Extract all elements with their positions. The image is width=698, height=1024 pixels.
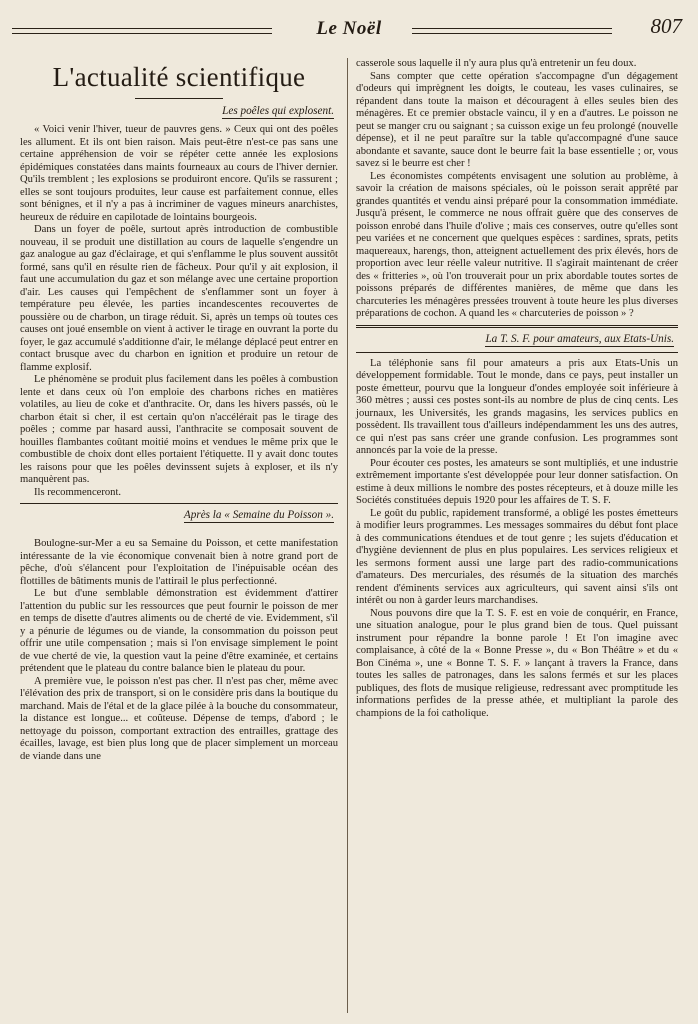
column-divider: [347, 58, 348, 1013]
spacer: [20, 528, 338, 538]
paragraph: La téléphonie sans fil pour amateurs a pris aux Etats-Unis un développement formidable. Tout le monde, dans ce pays, peut installer un poste émetteur, pourvu que la longueur d'ondes employée soit inférieure à 360 mètres ; aussi ces postes sont-ils au nombre de plus de cinq cents. Les journaux, les Universités, les grands magasins, les services publics en possèdent. Ils travaillent tous d'ailleurs indépendamment les uns des autres, ce qui n'est pas sans créer une grande confusion. Les programmes sont annoncés par la voie de la presse.: [356, 357, 678, 456]
section-heading-poeles: [20, 105, 338, 118]
paragraph: A première vue, le poisson n'est pas cher. Il n'est pas cher, même avec l'élévation des prix de transport, si on le considère pris dans la boutique du marchand. Mais de l'étal et de la glace pilée à la bouche du consommateur, la distance est longue... et coûteuse. Dépense de temps, d'abord ; le nettoyage du poisson, comportant extraction des entrailles, grattage des écailles, lavage, est bien plus long que de placer simplement un morceau de viande dans une: [20, 675, 338, 762]
left-column: [20, 58, 338, 763]
page-header: [12, 10, 686, 50]
paragraph: Le but d'une semblable démonstration est évidemment d'attirer l'attention du public sur les ressources que peut fournir le poisson de mer en temps de disette d'autres aliments ou de cherté de vie. Evidemment, s'il y a pénurie de légumes ou de viande, la consommation du poisson peut offrir une utile compensation ; mais si l'on envisage simplement le point de vue cherté de vie, la question vaut la peine d'être examinée, et certains prétendent que le plateau du contre balance bien le plateau du pour.: [20, 588, 338, 674]
section-heading-text: La T. S. F. pour amateurs, aux Etats-Unis.: [485, 332, 674, 345]
running-title: Le Noël: [316, 18, 382, 39]
page-number: 807: [650, 14, 682, 38]
section-rule: [356, 325, 678, 328]
section-heading-text: Les poêles qui explosent.: [222, 105, 334, 117]
paragraph: Pour écouter ces postes, les amateurs se sont multipliés, et une industrie extrêmement importante s'est développée pour leur donner satisfaction. On estime à deux millions le nombre des postes récepteurs, et à douze mille les Sociétés constituées depuis 1920 pour les affaires de T. S. F.: [356, 457, 678, 506]
section-heading-tsf: [356, 333, 678, 346]
paragraph: Nous pouvons dire que la T. S. F. est en voie de conquérir, en France, une situation analogue, pour le plus grand bien de tous. Quel puissant instrument pour répandre la bonne parole ! Et l'on imagine avec complaisance, à côté de la « Bonne Presse », du « Bon Théâtre » et du « Bon Cinéma », une « Bonne T. S. F. » lançant à travers la France, dans toutes les salles de patronages, dans les salons fermés et sur les places publiques, des flots de musique religieuse, redressant avec promptitude les informations perfides de la presse athée, et multipliant la parole des champions de la foi catholique.: [356, 607, 678, 719]
right-column: [356, 58, 678, 720]
paragraph: Boulogne-sur-Mer a eu sa Semaine du Poisson, et cette manifestation intéressante de la vie économique convenait bien à notre grand port de pêche, d'où s'élancent pour l'exploitation de l'inépuisable océan des flottilles de bâtiments munis de l'attirail le plus perfectionné.: [20, 538, 338, 587]
paragraph: « Voici venir l'hiver, tueur de pauvres gens. » Ceux qui ont des poêles les allument. Et ils ont bien raison. Mais peut-être n'est-ce pas sans une certaine appréhension de voir se répéter cette année les explosions épidémiques constatées dans maints fourneaux au cours de l'hiver dernier. Qu'ils tremblent ; les explosions se produiront encore. Qu'ils se rassurent ; elles se sont toujours produites, leur cause est parfaitement connue, elles sont bénignes, et il n'y a pas à incriminer de vagues mineurs anarchistes, heureux de réduire en capilotade de lointains bourgeois.: [20, 124, 338, 223]
section-heading-poisson: [20, 509, 338, 522]
title-rule: [135, 98, 223, 99]
paragraph: Les économistes compétents envisagent une solution au problème, à savoir la création de maisons spéciales, où le poisson serait apprêté par grandes quantités et vendu ainsi préparé pour la consommation immédiate. Jusqu'à présent, le commerce ne nous offrait guère que des conserves de poisson enrobé dans l'huile d'olive ; mais ces conserves, outre qu'elles sont peu variées et ne concernent que quelques espèces : sardines, sprats, petits maquereaux, harengs, thon, atteignent actuellement des prix élevés, hors de proportion avec leur réelle valeur nutritive. Il s'agirait maintenant de créer des « fritteries », où l'on trouverait pour un prix abordable toutes sortes de poissons préparés de différentes manières, de même que dans les charcuteries les ménagères pressées trouvent à toute heure les plus diverses préparations de cochon. A quand les « charcuteries de poisson » ?: [356, 170, 678, 319]
section-rule: [20, 503, 338, 504]
paragraph: Ils recommenceront.: [34, 486, 122, 498]
paragraph: Le phénomène se produit plus facilement dans les poêles à combustion lente et dans ceux où l'on emploie des charbons riches en matières volatiles, au lieu de coke et d'anthracite. Or, dans les hivers passés, où le charbon était si cher, il est certain qu'on n'accélérait pas le tirage des poêles ; comme par hasard aussi, l'anthracite se composait souvent de houilles flambantes coûtant moitié moins et vendues le même prix que le combustible de choix dont elles portaient l'étiquette. Il y avait donc toutes les raisons pour que les poêles devinssent sujets à exploser, et ils n'y manquèrent pas.: [20, 374, 338, 485]
paragraph: Le goût du public, rapidement transformé, a obligé les postes émetteurs à modifier leurs programmes. Les messages sommaires du début font place à des communications étendues et de tout genre ; les sujets d'éducation et d'hygiène deviennent de plus en plus populaires. Les services religieux et les sermons forment aussi une large part des radio-communications d'amateurs. Des mercuriales, des résumés de la situation des marchés rendent d'éminents services aux agriculteurs, qui savent ainsi s'ils ont intérêt ou non à garder leurs marchandises.: [356, 507, 678, 606]
article-title: L'actualité scientifique: [52, 62, 306, 92]
paragraph: Sans compter que cette opération s'accompagne d'un dégagement d'odeurs qui imprègnent les doigts, le couteau, les vases culinaires, se répandent dans toute la maison et découragent à elles seules bien des ménagères. Et ce premier obstacle vaincu, il y en a d'autres. Le poisson ne peut se manger cru ou saignant ; sa cuisson exige un feu prolongé (nouvelle dépense), et il ne peut paraître sur la table qu'accompagné d'une sauce abondante et savante, sauce dont le beurre fait la base essentielle ; or, vous savez si le beurre est cher !: [356, 70, 678, 169]
paragraph-continued: casserole sous laquelle il n'y aura plus qu'à entretenir un feu doux.: [356, 58, 637, 69]
section-rule: [356, 352, 678, 353]
header-rule-right-2: [412, 33, 612, 34]
header-rule-right: [412, 28, 612, 29]
paragraph: Dans un foyer de poêle, surtout après introduction de combustible nouveau, il se produit une distillation au cours de laquelle s'engendre un gaz analogue au gaz d'éclairage, et qui s'enflamme le plus souvent aussitôt formé, sans qu'il en résulte rien de fâcheux. Pour qu'il y ait explosion, il faut une accumulation du gaz et son mélange avec une certaine proportion d'air. Les causes qui l'empêchent de s'enflammer sont un foyer à température peu élevée, les parties incandescentes recouvertes de poussière ou de charbon, un tirage réduit. Si, après un temps où toutes ces causes ont joué ensemble on vient à activer le tirage en ouvrant la porte du foyer, le gaz accumulé s'additionne d'air, le mélange déplacé peut entrer en contact brusque avec du charbon en ignition et produire un retour de flamme explosif.: [20, 224, 338, 373]
section-heading-text: Après la « Semaine du Poisson ».: [183, 509, 334, 521]
